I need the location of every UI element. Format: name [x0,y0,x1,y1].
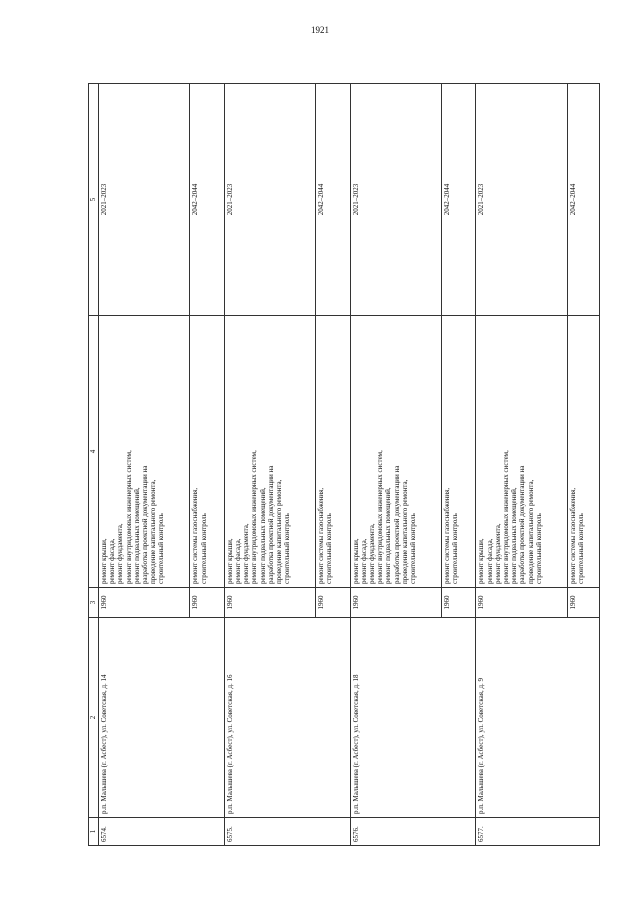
work-item: ремонт фасада, [485,538,494,584]
row-number-cell: 6575. [224,818,350,846]
page-number: 1921 [311,25,329,35]
period-cell: 2042–2044 [567,84,599,316]
period-cell: 2021–2023 [99,84,190,316]
table-row [99,84,190,846]
work-item: ремонт фасада, [233,538,242,584]
work-item: ремонт подвальных помещений, [510,487,519,584]
work-item: строительный контроль [325,513,334,584]
work-item: ремонт крыши, [477,538,486,584]
work-item: ремонт фундамента, [367,523,376,584]
work-item: ремонт подвальных помещений, [258,487,267,584]
work-item: разработка проектной документации на [392,465,401,584]
period-cell: 2021–2023 [350,84,441,316]
row-number-cell: 6577. [476,818,600,846]
year-cell: 1960 [316,588,350,618]
work-item: ремонт фундамента, [242,523,251,584]
repair-schedule-table [88,83,600,846]
work-item: ремонт внутридомовых инженерных систем, [376,450,385,584]
work-item: строительный контроль [199,513,208,584]
row-number-cell: 6576. [350,818,476,846]
work-item: строительный контроль [283,513,292,584]
works-cell [567,316,599,588]
year-cell: 1960 [190,588,224,618]
header-col-4: 4 [89,316,99,588]
work-item: строительный контроль [576,513,585,584]
address-cell: р.п. Малышева (г. Асбест), ул. Советская, д. 9 [476,618,600,818]
work-item: ремонт крыши, [225,538,234,584]
work-item: ремонт фасада, [108,538,117,584]
work-item: строительный контроль [451,513,460,584]
work-item: разработка проектной документации на [141,465,150,584]
work-item: ремонт фасада, [359,538,368,584]
work-item: ремонт крыши, [351,538,360,584]
period-cell: 2021–2023 [224,84,315,316]
work-item: ремонт системы газоснабжения, [191,487,200,584]
table-row [350,84,441,846]
work-item: строительный контроль [534,513,543,584]
year-cell: 1960 [476,588,567,618]
works-cell [442,316,476,588]
period-cell: 2042–2044 [190,84,224,316]
work-item: ремонт подвальных помещений, [384,487,393,584]
row-number-cell: 6574. [99,818,225,846]
work-item: ремонт крыши, [100,538,108,584]
period-cell: 2021–2023 [476,84,567,316]
works-cell [350,316,441,588]
header-col-3: 3 [89,588,99,618]
year-cell: 1960 [350,588,441,618]
work-item: строительный контроль [157,513,166,584]
work-item: разработка проектной документации на [518,465,527,584]
table-header-row [89,84,99,846]
work-item: ремонт внутридомовых инженерных систем, [501,450,510,584]
table-body [99,84,600,846]
work-item: проведение капитального ремонта, [274,479,283,584]
header-col-1: 1 [89,818,99,846]
table-row [224,84,315,846]
address-cell: р.п. Малышева (г. Асбест), ул. Советская, д. 18 [350,618,476,818]
period-cell: 2042–2044 [442,84,476,316]
work-item: ремонт фундамента, [493,523,502,584]
work-item: ремонт подвальных помещений, [132,487,141,584]
work-item: ремонт системы газоснабжения, [317,487,326,584]
work-item: строительный контроль [408,513,417,584]
work-item: проведение капитального ремонта, [149,479,158,584]
header-col-5: 5 [89,84,99,316]
work-item: ремонт системы газоснабжения, [443,487,451,584]
period-cell: 2042–2044 [316,84,350,316]
works-cell [224,316,315,588]
work-item: ремонт фундамента, [116,523,125,584]
works-cell [476,316,567,588]
work-item: проведение капитального ремонта, [400,479,409,584]
year-cell: 1960 [442,588,476,618]
table-row [476,84,567,846]
work-item: ремонт внутридомовых инженерных систем, [250,450,259,584]
address-cell: р.п. Малышева (г. Асбест), ул. Советская, д. 14 [99,618,225,818]
year-cell: 1960 [224,588,315,618]
work-item: проведение капитального ремонта, [526,479,535,584]
year-cell: 1960 [567,588,599,618]
work-item: ремонт внутридомовых инженерных систем, [124,450,133,584]
work-item: разработка проектной документации на [266,465,275,584]
works-cell [190,316,224,588]
rotated-table-container [88,84,600,846]
address-cell: р.п. Малышева (г. Асбест), ул. Советская, д. 16 [224,618,350,818]
year-cell: 1960 [99,588,190,618]
works-cell [316,316,350,588]
works-cell [99,316,190,588]
header-col-2: 2 [89,618,99,818]
work-item: ремонт системы газоснабжения, [568,487,577,584]
